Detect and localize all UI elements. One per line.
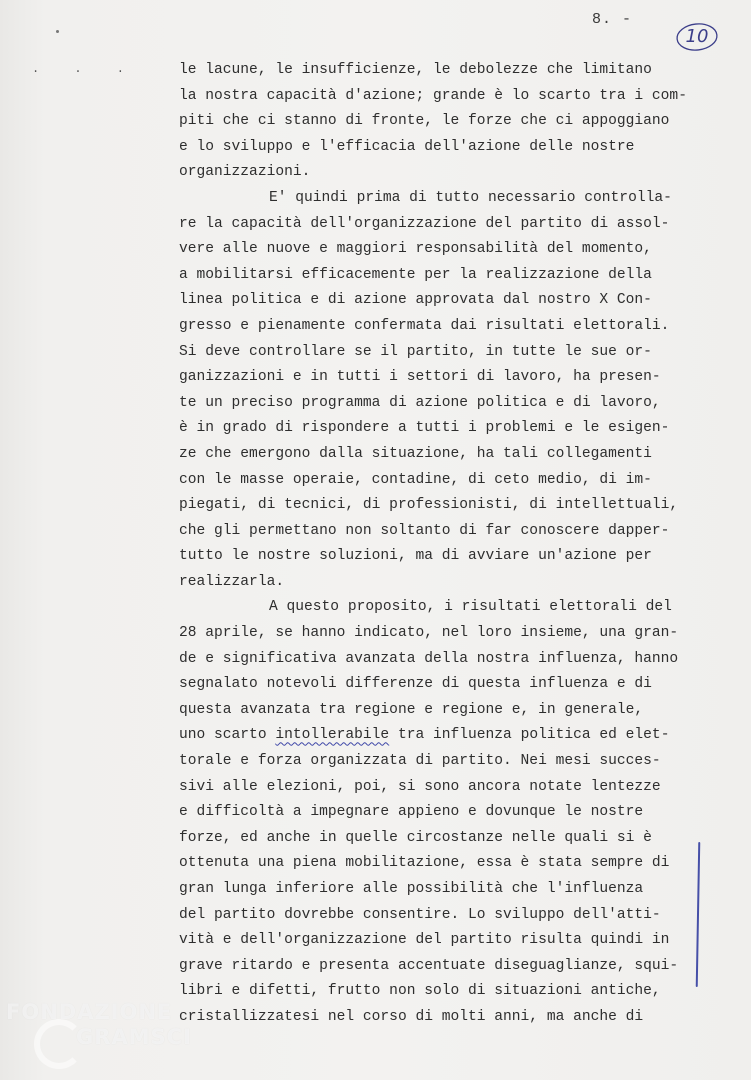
text-line: vità e dell'organizzazione del partito risulta quindi in — [179, 932, 670, 949]
text-line: e difficoltà a impegnare appieno e dovunque le nostre — [179, 804, 644, 821]
text-line: gran lunga inferiore alle possibilità che l'influenza — [179, 881, 644, 897]
text-line: che gli permettano non soltanto di far conoscere dapper- — [179, 522, 670, 539]
text-segment: tra influenza politica ed elet- — [389, 727, 670, 744]
text-line: Si deve controllare se il partito, in tutte le sue or- — [179, 343, 652, 360]
text-line: te un preciso programma di azione politica e di lavoro, — [179, 394, 661, 411]
text-line: segnalato notevoli differenze di questa influenza e di — [179, 676, 652, 693]
paragraph-start-line: A questo proposito, i risultati elettorali del — [269, 599, 672, 616]
text-line: libri e difetti, frutto non solo di situazioni antiche, — [179, 983, 661, 1000]
page-number: 8. - — [592, 11, 633, 28]
text-line: ottenuta una piena mobilitazione, essa è stata sempre di — [179, 855, 670, 872]
text-line: vere alle nuove e maggiori responsabilità del momento, — [179, 241, 652, 258]
text-line: realizzarla. — [179, 573, 285, 590]
underlined-word: intollerabile — [275, 727, 390, 744]
watermark-logo — [0, 997, 192, 1077]
text-line: sivi alle elezioni, poi, si sono ancora notate lentezze — [179, 778, 661, 795]
folio-number: 10 — [685, 26, 709, 47]
text-line: forze, ed anche in quelle circostanze nelle quali si è — [179, 829, 652, 846]
text-line: grave ritardo e presenta accentuate diseguaglianze, squi- — [179, 957, 679, 974]
text-line: tutto le nostre soluzioni, ma di avviare un'azione per — [179, 548, 652, 565]
text-segment: uno scarto — [179, 727, 276, 744]
text-line: del partito dovrebbe consentire. Lo sviluppo dell'atti- — [179, 906, 661, 923]
watermark-line2: GRAMSCI — [76, 1025, 192, 1049]
text-line: la nostra capacità d'azione; grande è lo scarto tra i com- — [179, 87, 687, 104]
text-line: re la capacità dell'organizzazione del partito di assol- — [179, 215, 670, 232]
text-line: con le masse operaie, contadine, di ceto medio, di im- — [179, 471, 652, 488]
text-line: piti che ci stanno di fronte, le forze che ci appoggiano — [179, 113, 670, 130]
text-line: questa avanzata tra regione e regione e, in generale, — [179, 701, 644, 718]
text-line: a mobilitarsi efficacemente per la realizzazione della — [179, 266, 652, 283]
text-line: è in grado di rispondere a tutti i problemi e le esigen- — [179, 420, 670, 437]
watermark-line1: FONDAZIONE — [6, 1000, 173, 1024]
document-body — [179, 58, 709, 1031]
text-line: de e significativa avanzata della nostra influenza, hanno — [179, 650, 679, 667]
text-line: linea politica e di azione approvata dal nostro X Con- — [179, 292, 652, 309]
text-line: torale e forza organizzata di partito. Nei mesi succes- — [179, 753, 661, 770]
folio-stamp — [675, 22, 719, 52]
text-line: ze che emergono dalla situazione, ha tali collegamenti — [179, 445, 652, 462]
text-line-with-annotation — [179, 723, 709, 749]
margin-dots: . . . — [32, 62, 139, 76]
text-line: 28 aprile, se hanno indicato, nel loro insieme, una gran- — [179, 625, 679, 642]
text-line: organizzazioni. — [179, 164, 311, 181]
text-line: piegati, di tecnici, di professionisti, di intellettuali, — [179, 497, 679, 514]
text-line: cristallizzatesi nel corso di molti anni, ma anche di — [179, 1008, 644, 1025]
text-line: le lacune, le insufficienze, le debolezze che limitano — [179, 62, 652, 78]
text-line: e lo sviluppo e l'efficacia dell'azione delle nostre — [179, 138, 635, 155]
paragraph-start-line: E' quindi prima di tutto necessario controlla- — [269, 189, 672, 206]
corner-speck — [56, 30, 59, 33]
text-line: ganizzazioni e in tutti i settori di lavoro, ha presen- — [179, 369, 661, 386]
text-line: gresso e pienamente confermata dai risultati elettorali. — [179, 317, 670, 334]
